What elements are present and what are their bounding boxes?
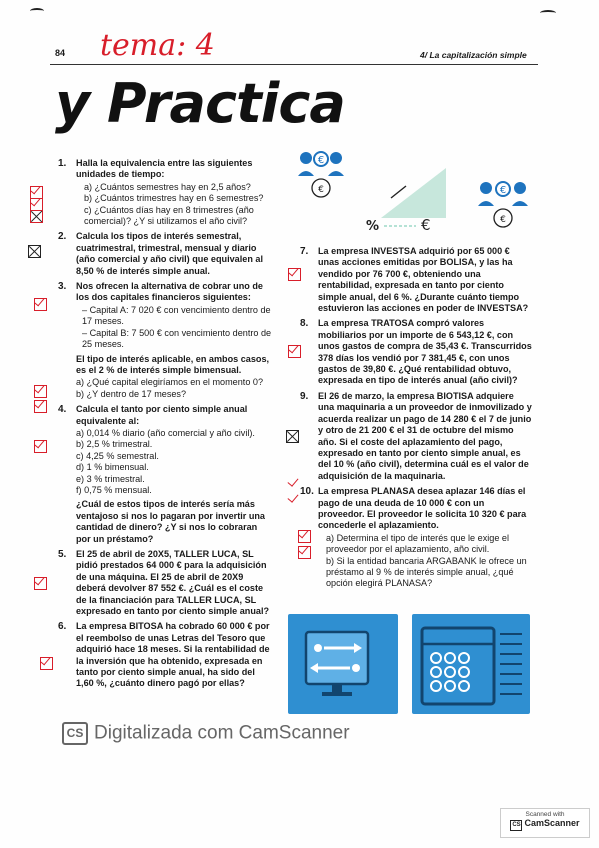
exercise-5: 5. El 25 de abril de 20X5, TALLER LUCA, SL pidió prestados 64 000 € para la adquisición de una máquina. El 25 de abril de 20X9 deberá devolver 87 552 €. ¿Cuál es el coste de la financiación para TALLER LUCA, SL expresado en tanto por ciento simple anual? <box>58 549 270 617</box>
exercise-7: 7. La empresa INVESTSA adquirió por 65 000 € unas acciones emitidas por BOLISA, y las ha vendido por 76 700 €, obteniendo una rentabilidad, expresada en tanto por ciento simple anual, del 6 %. ¿Durante cuánto tiempo estuvieron las acciones en poder de INVESTSA? <box>300 246 529 314</box>
exercise-3: 3. Nos ofrecen la alternativa de cobrar uno de los dos capitales financieros siguientes: – Capital A: 7 020 € con vencimiento dentro de 17 meses. – Capital B: 7 500 € con vencimiento dentro de 25 meses. El tipo de interés aplicable, en ambos casos, es el 2 % de interés simple bimensual. a) ¿Qué capital elegiríamos en el momento 0? b) ¿Y dentro de 17 meses? <box>58 281 272 399</box>
chapter-header: 4/ La capitalización simple <box>420 50 527 60</box>
cross-box-icon <box>28 245 41 258</box>
list-item: c) 4,25 % semestral. <box>76 450 159 461</box>
page-number: 84 <box>55 48 66 58</box>
scan-mark <box>540 10 556 16</box>
scan-mark <box>30 8 44 14</box>
tick-mark-icon <box>287 491 298 503</box>
section-title: y Practica <box>55 72 345 135</box>
checkmark-icon <box>34 298 47 311</box>
list-item: e) 3 % trimestral. <box>76 473 145 484</box>
list-item: a) ¿Cuántos semestres hay en 2,5 años? <box>84 181 251 192</box>
people-exchange-icon <box>478 182 528 227</box>
exercise-1: 1. Halla la equivalencia entre las siguientes unidades de tiempo: a) ¿Cuántos semestres hay en 2,5 años? b) ¿Cuántos trimestres hay en 6 semestres? c) ¿Cuántos días hay en 8 trimestres (año comercial)? ¿Y si utilizamos el año civil? <box>58 158 273 227</box>
svg-text:%: % <box>366 219 380 234</box>
svg-text:€: € <box>421 216 431 234</box>
checkmark-icon <box>34 385 47 398</box>
list-item: f) 0,75 % mensual. <box>76 484 152 495</box>
list-item: a) Determina el tipo de interés que le exige el proveedor por el aplazamiento, año civil. <box>326 532 509 555</box>
right-column <box>300 246 532 594</box>
monitor-transfer-icon <box>288 614 398 714</box>
exercise-4: 4. Calcula el tanto por ciento simple anual equivalente al: a) 0,014 % diario (año comercial y año civil). b) 2,5 % trimestral. c) 4,25 % semestral. d) 1 % bimensual. e) 3 % trimestral. f) 0,75 % mensual. ¿Cuál de estos tipos de interés sería más ventajoso si nos lo pagaran por invertir una cantidad de dinero? ¿Y si nos lo cobraran por un préstamo? <box>58 404 273 545</box>
camscanner-stamp: Scanned with CS CamScanner <box>500 808 590 838</box>
list-item: b) Si la entidad bancaria ARGABANK le ofrece un préstamo al 9 % de interés simple anual, ¿qué opción elegirá PLANASA? <box>326 555 527 589</box>
checkmark-icon <box>34 440 47 453</box>
people-exchange-icon <box>298 152 344 197</box>
camscanner-logo: CS <box>62 722 88 745</box>
svg-text:€: € <box>499 185 507 196</box>
exercise-10: 10. La empresa PLANASA desea aplazar 146 días el pago de una deuda de 10 000 € con un proveedor. El proveedor le solicita 10 320 € para concederle el aplazamiento. a) Determina el tipo de interés que le exige el proveedor por el aplazamiento, año civil. b) Si la entidad bancaria ARGABANK le ofrece un préstamo al 9 % de interés simple anual, ¿qué opción elegirá PLANASA? <box>300 486 532 590</box>
arrow-icon <box>391 186 406 198</box>
exercise-2: 2. Calcula los tipos de interés semestral, cuatrimestral, trimestral, mensual y diario (año comercial y año civil) que equivalen al 8,50 % de interés simple anual. <box>58 231 263 276</box>
camscanner-logo: CS <box>510 820 522 831</box>
header-rule <box>50 64 538 65</box>
list-item: b) 2,5 % trimestral. <box>76 439 153 450</box>
list-item: a) 0,014 % diario (año comercial y año civil). <box>76 427 255 438</box>
transfer-card <box>288 614 398 714</box>
list-item: b) ¿Cuántos trimestres hay en 6 semestres? <box>84 193 264 204</box>
list-item: d) 1 % bimensual. <box>76 462 149 473</box>
triangle-shape <box>381 168 446 218</box>
calendar-icon <box>412 614 530 714</box>
checkmark-icon <box>298 530 311 543</box>
list-item: – Capital A: 7 020 € con vencimiento dentro de 17 meses. <box>82 304 271 327</box>
checkmark-icon <box>34 400 47 413</box>
exercise-8: 8. La empresa TRATOSA compró valores mobiliarios por un importe de 6 543,12 €, con unos gastos de compra de 35,43 €. Transcurridos 378 días los vendió por 7 381,45 €, con unos gastos de 39,80 €. ¿Qué rentabilidad obtuvo, expresada en tipo de interés anual (año civil)? <box>300 318 532 386</box>
list-item: c) ¿Cuántos días hay en 8 trimestres (año comercial)? ¿Y si utilizamos el año civil? <box>84 204 254 227</box>
camscanner-watermark: CS Digitalizada com CamScanner <box>62 722 350 745</box>
svg-text:€: € <box>318 185 324 195</box>
left-column <box>58 158 273 694</box>
cross-box-icon <box>30 210 43 223</box>
checkmark-icon <box>40 657 53 670</box>
checkmark-icon <box>288 268 301 281</box>
checkmark-icon <box>34 577 47 590</box>
exercise-9: 9. El 26 de marzo, la empresa BIOTISA adquiere una maquinaria a un proveedor de inmovilizado y acuerda realizar un pago de 14 280 € el 7 de junio y otro de 21 200 € el 31 de octubre del mismo año. Si el coste del aplazamiento del pago, expresado en tanto por ciento simple anual, es del 10 % (año civil), determina cuál es el valor de adquisición de la maquinaria. <box>300 390 532 481</box>
cross-box-icon <box>286 430 299 443</box>
list-item: – Capital B: 7 500 € con vencimiento dentro de 25 meses. <box>82 327 272 350</box>
checkmark-icon <box>298 546 311 559</box>
svg-text:€: € <box>500 215 506 225</box>
handwritten-title: tema: 4 <box>100 28 215 63</box>
exercise-6: 6. La empresa BITOSA ha cobrado 60 000 € por el reembolso de unas Letras del Tesoro que adquirió hace 18 meses. Si la rentabilidad de la inversión que ha obtenido, expresada en tanto por ciento simple anual, ha sido del 1,60 %, ¿cuánto dinero pagó por ellas? <box>58 621 270 689</box>
calendar-card <box>412 614 530 714</box>
exchange-illustration <box>296 148 546 238</box>
list-item: b) ¿Y dentro de 17 meses? <box>76 388 187 399</box>
list-item: a) ¿Qué capital elegiríamos en el momento 0? <box>76 377 264 388</box>
tick-mark-icon <box>287 475 298 487</box>
svg-text:€: € <box>317 155 325 166</box>
checkmark-icon <box>288 345 301 358</box>
